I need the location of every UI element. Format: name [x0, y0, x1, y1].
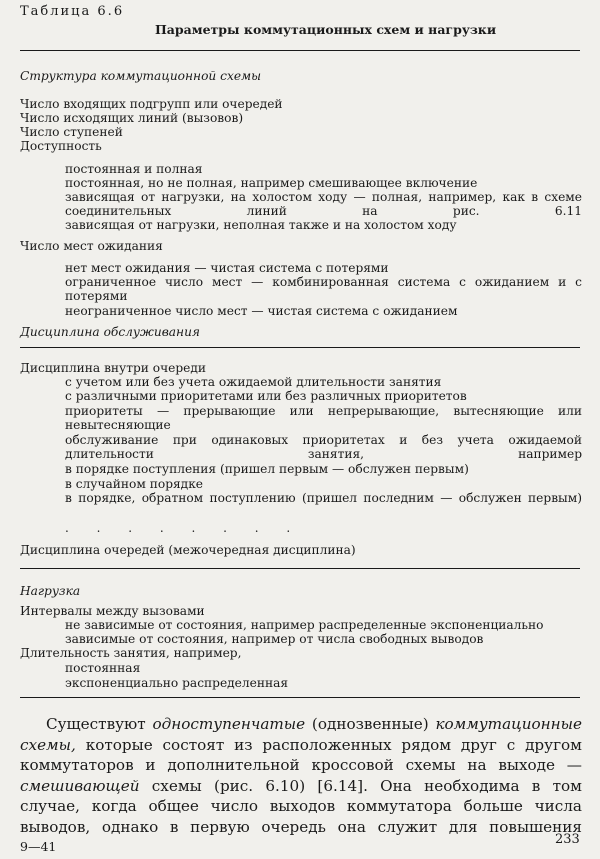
- term-switching: коммутационные: [435, 715, 583, 733]
- term-mixing: смешивающей: [20, 777, 140, 795]
- body-text: схемы (рис. 6.10) [6.14]. Она необходима в том: [151, 777, 582, 795]
- list-item: Число исходящих линий (вызовов): [20, 111, 244, 125]
- section-rule: [20, 568, 580, 569]
- body-line-2: [20, 735, 582, 756]
- list-item: Число ступеней: [20, 125, 123, 139]
- term-schemes: схемы,: [20, 736, 76, 754]
- list-item: обслуживание при одинаковых приоритетах и без учета ожидаемой длительности занятия, например: [65, 433, 582, 461]
- section-heading-discipline: Дисциплина обслуживания: [20, 325, 201, 339]
- body-line-3: коммутаторов и дополнительной кроссовой схемы на выходе —: [20, 756, 582, 774]
- list-item: постоянная и полная: [65, 162, 203, 176]
- list-item: не зависимые от состояния, например распределенные экспоненциально: [65, 618, 544, 632]
- intervals-label: Интервалы между вызовами: [20, 604, 205, 618]
- body-word: (однозвенные): [311, 715, 429, 733]
- list-item: зависящая от нагрузки, на холостом ходу — полная, например, как в схеме соединительных линий на рис. 6.11: [65, 190, 582, 218]
- table-title: Параметры коммутационных схем и нагрузки: [155, 22, 497, 37]
- body-word: Существуют: [46, 715, 146, 733]
- table-number: Таблица 6.6: [20, 4, 125, 19]
- list-item: постоянная: [65, 661, 141, 675]
- list-item: в случайном порядке: [65, 477, 204, 491]
- between-discipline-label: Дисциплина очередей (межочередная дисциплина): [20, 543, 356, 557]
- list-item: зависимые от состояния, например от числа свободных выводов: [65, 632, 484, 646]
- list-item: с учетом или без учета ожидаемой длительности занятия: [65, 375, 442, 389]
- signature-mark: 9—41: [20, 839, 57, 854]
- list-item: постоянная, но не полная, например смешивающее включение: [65, 176, 478, 190]
- waiting-label: Число мест ожидания: [20, 239, 163, 253]
- list-item: приоритеты — прерывающие или непрерывающие, вытесняющие или невытесняющие: [65, 404, 582, 432]
- list-item: с различными приоритетами или без различных приоритетов: [65, 389, 467, 403]
- table-top-rule: [20, 50, 580, 51]
- ellipsis: . . . . . . . .: [65, 521, 303, 535]
- list-item: Число входящих подгрупп или очередей: [20, 97, 283, 111]
- table-bottom-rule: [20, 697, 580, 698]
- body-line-1: [20, 714, 582, 735]
- section-rule: [20, 347, 580, 348]
- term-one-stage: одноступенчатые: [152, 715, 306, 733]
- inner-discipline-label: Дисциплина внутри очереди: [20, 361, 207, 375]
- list-item: ограниченное число мест — комбинированная система с ожиданием и с потерями: [65, 275, 582, 303]
- list-item: неограниченное число мест — чистая система с ожиданием: [65, 304, 458, 318]
- section-heading-structure: Структура коммутационной схемы: [20, 69, 262, 83]
- body-line-5: случае, когда общее число выходов коммутатора больше числа: [20, 797, 582, 815]
- list-item: Доступность: [20, 139, 102, 153]
- list-item: нет мест ожидания — чистая система с потерями: [65, 261, 389, 275]
- page-number: 233: [555, 832, 580, 847]
- list-item: экспоненциально распределенная: [65, 676, 289, 690]
- body-text: которые состоят из расположенных рядом друг с другом: [85, 736, 582, 754]
- list-item: в порядке, обратном поступлению (пришел последним — обслужен первым): [65, 491, 582, 505]
- body-line-4: [20, 776, 582, 797]
- list-item: в порядке поступления (пришел первым — обслужен первым): [65, 462, 469, 476]
- section-heading-load: Нагрузка: [20, 584, 81, 598]
- body-line-6: выводов, однако в первую очередь она служит для повышения: [20, 818, 582, 836]
- list-item: зависящая от нагрузки, неполная также и на холостом ходу: [65, 218, 457, 232]
- duration-label: Длительность занятия, например,: [20, 646, 242, 660]
